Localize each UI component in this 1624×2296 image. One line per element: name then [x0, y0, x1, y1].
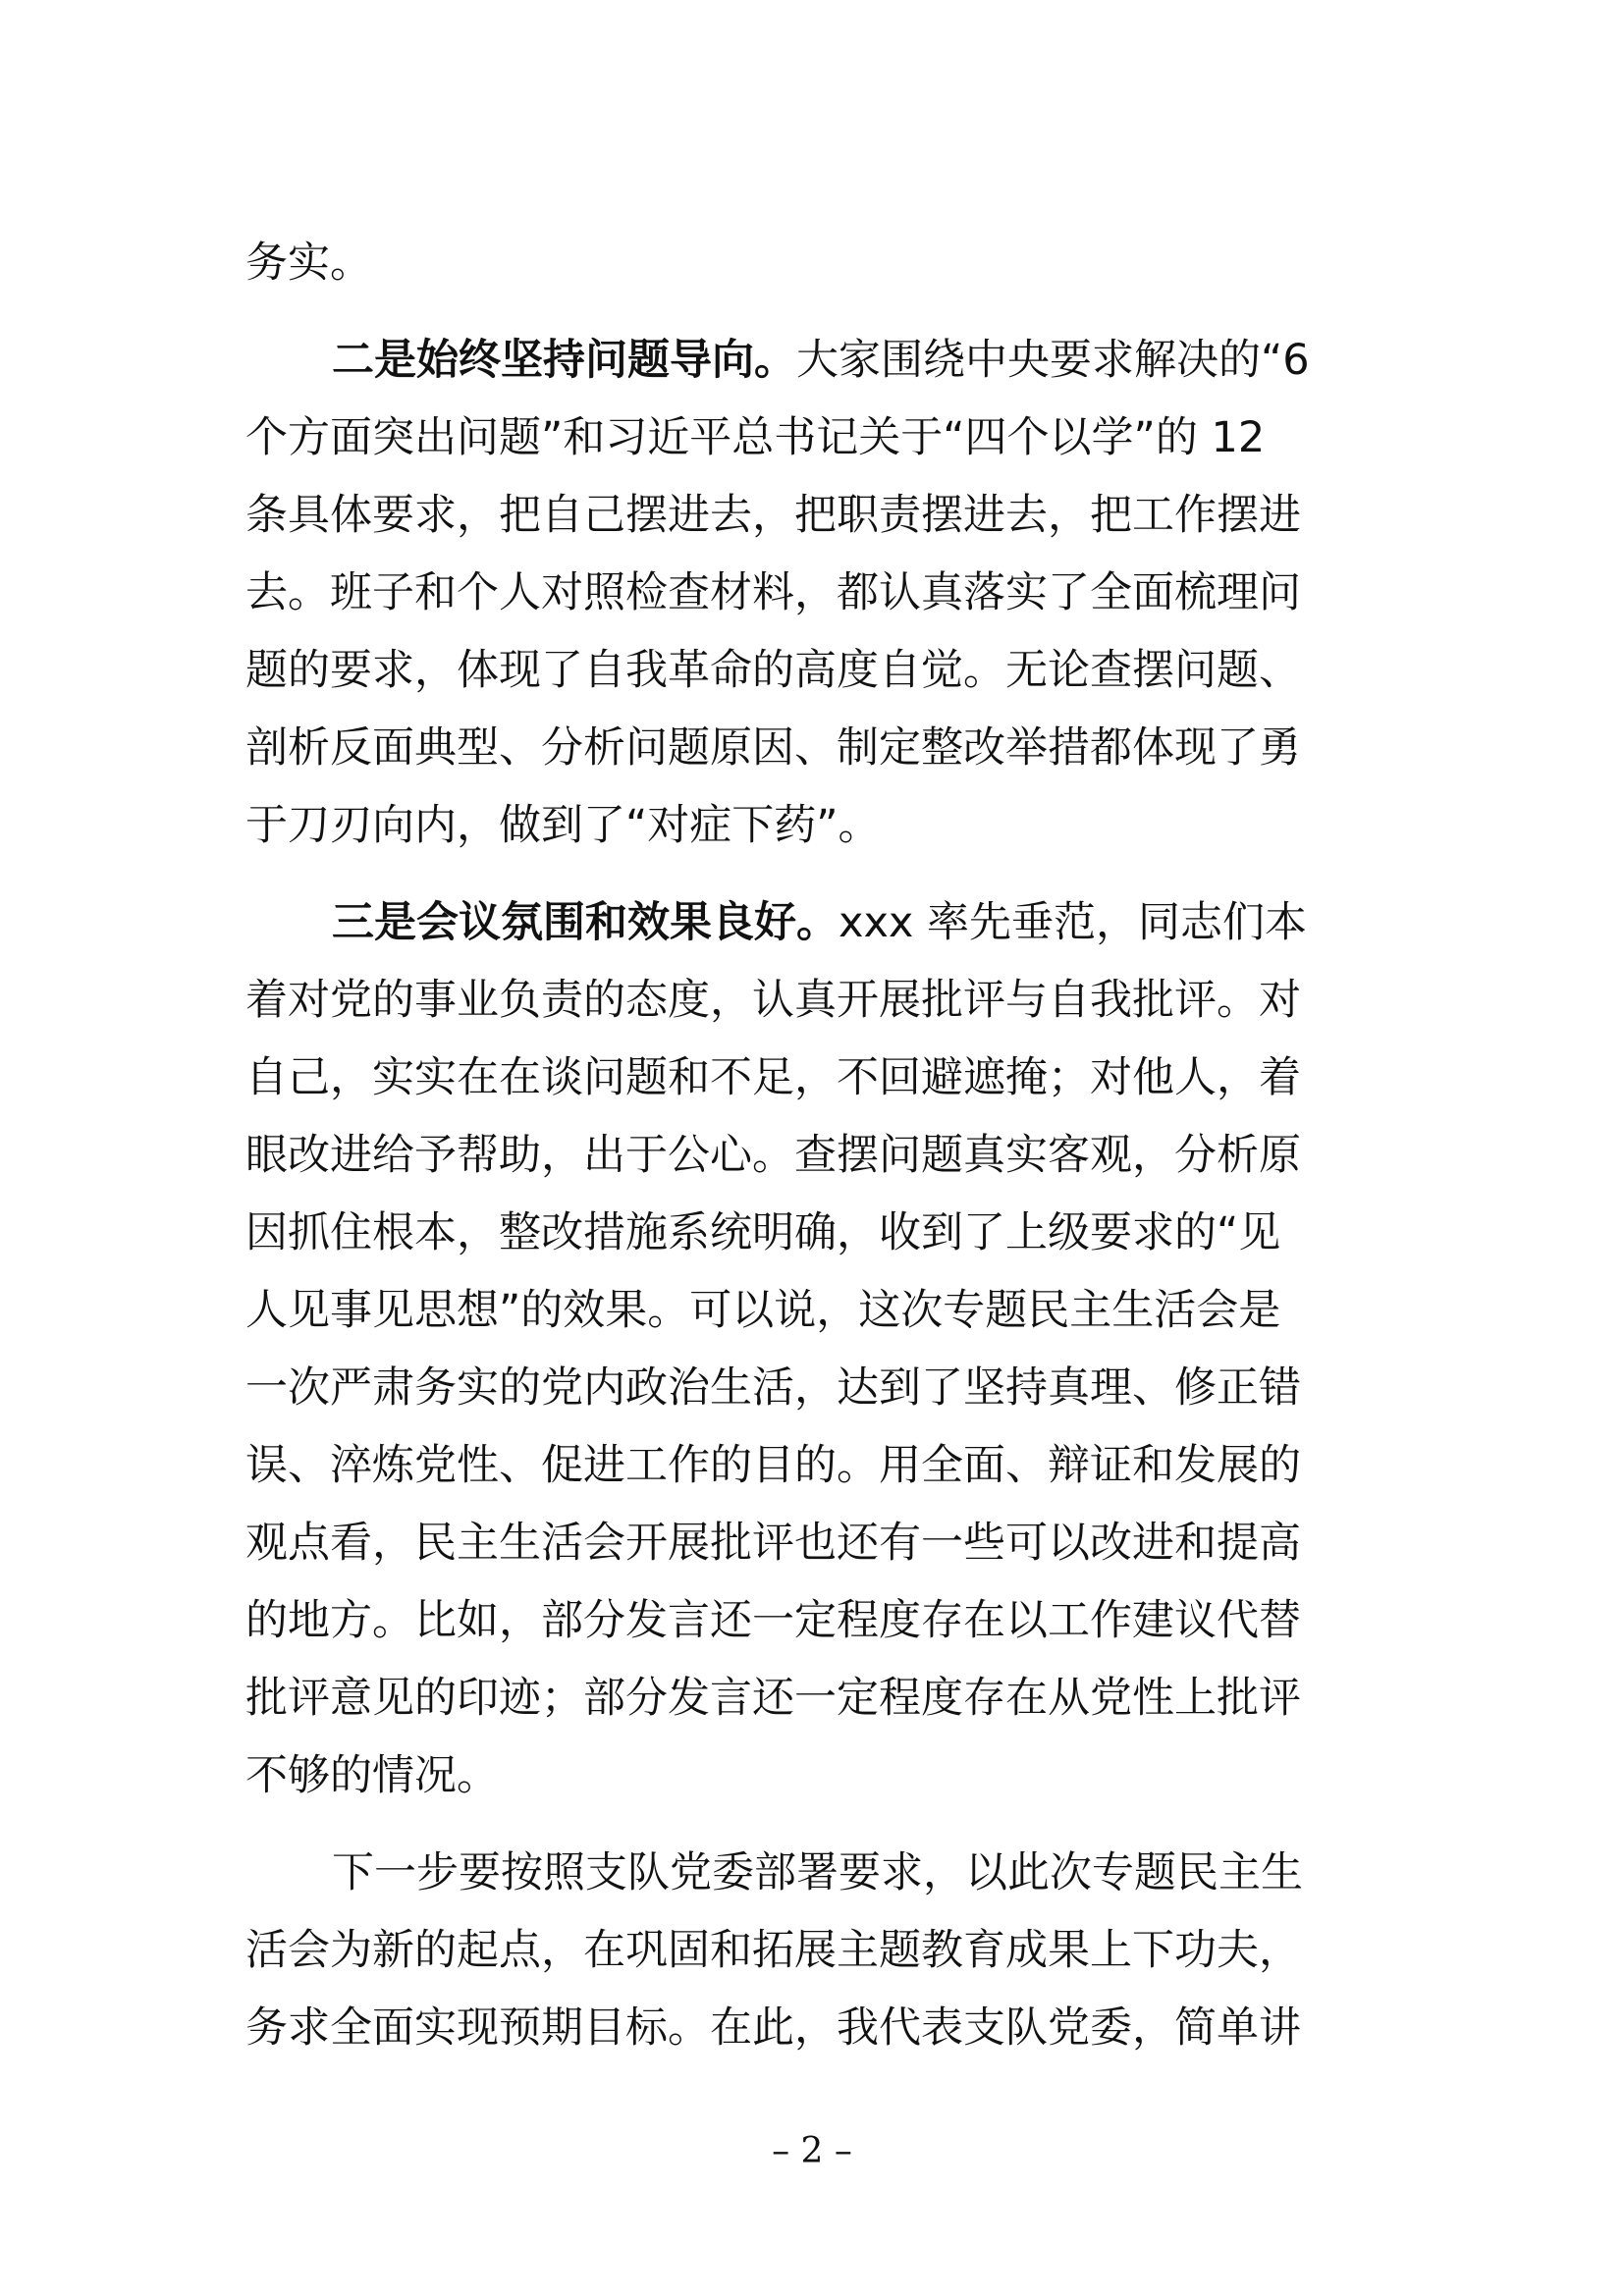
paragraph-3-line-6: 人见事见思想”的效果。可以说，这次专题民主生活会是 — [245, 1286, 1281, 1335]
paragraph-3-line-7: 一次严肃务实的党内政治生活，达到了坚持真理、修正错 — [245, 1363, 1301, 1413]
paragraph-2-heading: 二是始终坚持问题导向。 — [332, 336, 796, 385]
paragraph-3-line-5: 因抓住根本，整改措施系统明确，收到了上级要求的“见 — [245, 1208, 1281, 1257]
paragraph-2-line-3: 条具体要求，把自己摆进去，把职责摆进去，把工作摆进 — [245, 491, 1301, 540]
paragraph-2-line-7: 于刀刃向内，做到了“对症下药”。 — [245, 801, 881, 850]
paragraph-3-line-12: 不够的情况。 — [245, 1751, 499, 1800]
paragraph-3-line-8: 误、淬炼党性、促进工作的目的。用全面、辩证和发展的 — [245, 1441, 1301, 1490]
paragraph-2-line-1: 二是始终坚持问题导向。大家围绕中央要求解决的“6 — [332, 336, 1310, 385]
paragraph-3-line-11: 批评意见的印迹；部分发言还一定程度存在从党性上批评 — [245, 1674, 1301, 1723]
paragraph-4-line-3: 务求全面实现预期目标。在此，我代表支队党委，简单讲 — [245, 2003, 1301, 2053]
paragraph-2-line-2: 个方面突出问题”和习近平总书记关于“四个以学”的 12 — [245, 413, 1266, 462]
paragraph-2-line-5: 题的要求，体现了自我革命的高度自觉。无论查摆问题、 — [245, 646, 1301, 695]
paragraph-2-line-4: 去。班子和个人对照检查材料，都认真落实了全面梳理问 — [245, 568, 1301, 617]
document-body — [245, 225, 1386, 2067]
paragraph-4-line-2: 活会为新的起点，在巩固和拓展主题教育成果上下功夫， — [245, 1926, 1301, 1975]
paragraph-2-line-6: 剖析反面典型、分析问题原因、制定整改举措都体现了勇 — [245, 723, 1301, 773]
paragraph-3-heading: 三是会议氛围和效果良好。 — [332, 898, 839, 947]
paragraph-3-line-3: 自己，实实在在谈问题和不足，不回避遮掩；对他人，着 — [245, 1053, 1301, 1102]
paragraph-1-line-1: 务实。 — [245, 239, 372, 288]
paragraph-4-line-1: 下一步要按照支队党委部署要求，以此次专题民主生 — [332, 1848, 1303, 1897]
paragraph-3-line-10: 的地方。比如，部分发言还一定程度存在以工作建议代替 — [245, 1596, 1301, 1645]
page-number: – 2 – — [772, 2131, 852, 2171]
paragraph-3-line-1: 三是会议氛围和效果良好。xxx 率先垂范，同志们本 — [332, 898, 1308, 947]
paragraph-3-line-4: 眼改进给予帮助，出于公心。查摆问题真实客观，分析原 — [245, 1131, 1301, 1180]
paragraph-3-line-2: 着对党的事业负责的态度，认真开展批评与自我批评。对 — [245, 976, 1301, 1025]
paragraph-3-line-9: 观点看，民主生活会开展批评也还有一些可以改进和提高 — [245, 1519, 1301, 1568]
